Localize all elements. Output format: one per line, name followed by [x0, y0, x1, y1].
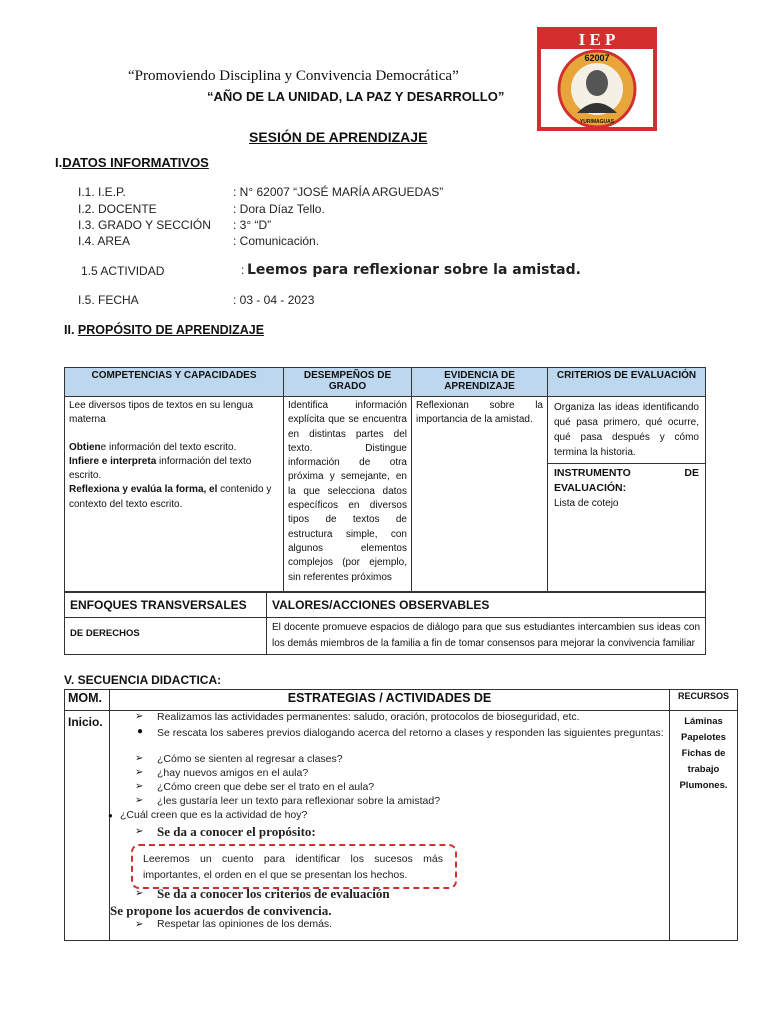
activity-item: Realizamos las actividades permanentes: saludo, oración, protocolos de bioseguridad, etc. — [157, 711, 580, 723]
competencia-text: Lee diversos tipos de textos en su lengua materna — [69, 400, 254, 426]
logo-bottom-text: YURIMAGUAS — [579, 119, 615, 125]
section-2-title: PROPÓSITO DE APRENDIZAJE — [77, 323, 265, 337]
arrow-bullet-icon: ➢ — [135, 753, 144, 764]
question-item: ¿Cómo creen que debe ser el trato en el aula? — [157, 781, 375, 793]
agreement-item: Respetar las opiniones de los demás. — [157, 918, 333, 930]
date-label: I.5. FECHA — [78, 293, 139, 307]
criteria-heading: Se da a conocer los criterios de evaluación — [157, 886, 390, 901]
sequence-header-row — [65, 690, 738, 711]
purpose-text: Leeremos un cuento para identificar los sucesos más importantes, el orden en el que se presentan los hechos. — [143, 853, 443, 881]
arrow-bullet-icon: ➢ — [135, 767, 144, 778]
info-label: I.4. AREA — [78, 234, 131, 248]
section-1-title: DATOS INFORMATIVOS — [62, 155, 209, 170]
question-item: ¿Cuál creen que es la actividad de hoy? — [120, 809, 308, 821]
section-2-num: II. — [64, 323, 75, 337]
logo-number: 62007 — [584, 53, 610, 63]
header-estrategias: ESTRATEGIAS / ACTIVIDADES DE — [110, 690, 670, 711]
page-title: SESIÓN DE APRENDIZAJE — [249, 129, 428, 145]
header-criterios: CRITERIOS DE EVALUACIÓN — [548, 368, 706, 397]
activity-item: Se rescata los saberes previos dialogando acerca del retorno a clases y responden las siguientes preguntas: — [157, 727, 664, 739]
resources-cell — [670, 711, 738, 941]
arrow-bullet-icon: ➢ — [135, 919, 144, 930]
resource-item: Fichas de — [681, 748, 726, 759]
moment-cell: Inicio. — [65, 711, 110, 941]
year-name-text: “AÑO DE LA UNIDAD, LA PAZ Y DESARROLLO” — [207, 89, 505, 104]
section-1-num: I. — [55, 155, 63, 170]
dot-bullet-icon: ● — [137, 726, 144, 737]
arrow-bullet-icon: ➢ — [135, 711, 144, 722]
logo-top-text: I E P — [578, 30, 616, 49]
enfoque-cell: DE DERECHOS — [65, 618, 267, 655]
section-5-heading: V. SECUENCIA DIDACTICA: — [64, 673, 222, 687]
header-evidencia: EVIDENCIA DE APRENDIZAJE — [412, 368, 548, 397]
enfoques-table — [64, 592, 706, 655]
purpose-header-row — [65, 368, 706, 397]
resource-item: Láminas — [684, 716, 723, 727]
criterio-text: Organiza las ideas identificando qué pasa primero, qué ocurre, qué pasa después y cómo termina la historia. — [548, 397, 705, 464]
header-mom: MOM. — [65, 690, 110, 711]
capacidad-1-text: e información del texto escrito. — [100, 441, 237, 453]
purpose-row — [65, 397, 706, 592]
criterios-cell — [548, 397, 706, 592]
instrumento-label: INSTRUMENTO DE EVALUACIÓN: — [554, 467, 699, 494]
school-logo — [533, 25, 661, 133]
info-value: : 3° “D” — [233, 218, 272, 232]
activity-colon: : — [241, 263, 245, 277]
question-item: ¿Cómo se sienten al regresar a clases? — [157, 753, 343, 765]
capacidad-1-bold: Obtien — [69, 441, 101, 453]
section-2-heading — [64, 323, 264, 337]
enfoques-row — [65, 618, 706, 655]
purpose-heading: Se da a conocer el propósito: — [157, 824, 316, 839]
question-item: ¿les gustaría leer un texto para reflexionar sobre la amistad? — [157, 795, 441, 807]
capacidad-3 — [69, 483, 279, 512]
arrow-bullet-icon: ➢ — [135, 781, 144, 792]
resource-item: trabajo — [687, 764, 720, 775]
enfoques-header: ENFOQUES TRANSVERSALES — [65, 593, 267, 618]
arrow-bullet-icon: ➢ — [135, 795, 144, 806]
agreements-heading: Se propone los acuerdos de convivencia. — [110, 903, 332, 918]
capacidad-3-bold: Reflexiona y evalúa la forma, el — [69, 484, 218, 496]
header-recursos: RECURSOS — [670, 690, 738, 711]
info-label: I.3. GRADO Y SECCIÓN — [78, 218, 211, 232]
evidencia-cell: Reflexionan sobre la importancia de la amistad. — [412, 397, 548, 592]
arrow-bullet-icon: ➢ — [135, 826, 144, 837]
dot-bullet-icon: ● — [108, 811, 113, 820]
info-value: : Dora Díaz Tello. — [233, 202, 325, 216]
header-competencias: COMPETENCIAS Y CAPACIDADES — [65, 368, 284, 397]
capacidad-1 — [69, 441, 279, 455]
section-1-heading — [55, 155, 209, 170]
desempeno-cell: Identifica información explícita que se encuentra en distintas partes del texto. Distingue información de otra próxima y semejante, en la que selecciona datos específicos en diversos tipos de textos de estructura simple, con algunos elementos complejos (por ejemplo, sin referentes próximos — [284, 397, 412, 592]
capacidad-3-text: contenido y contexto del texto escrito. — [69, 484, 272, 510]
valor-cell: El docente promueve espacios de diálogo para que sus estudiantes intercambien sus ideas con los demás miembros de la familia a fin de tomar consensos para mejorar la convivencia familiar — [267, 618, 706, 655]
activity-value: Leemos para reflexionar sobre la amistad. — [247, 262, 581, 278]
motto-text: “Promoviendo Disciplina y Convivencia Democrática” — [128, 68, 459, 84]
info-value: : Comunicación. — [233, 234, 320, 248]
competencias-cell — [65, 397, 284, 592]
resource-item: Papelotes — [681, 732, 726, 743]
info-value: : N° 62007 “JOSÉ MARÍA ARGUEDAS” — [233, 185, 444, 199]
enfoques-header-row — [65, 593, 706, 618]
capacidad-2-text: información del texto escrito. — [69, 455, 252, 482]
date-value: : 03 - 04 - 2023 — [233, 293, 315, 307]
resource-item: Plumones. — [679, 780, 728, 791]
instrumento-value: Lista de cotejo — [554, 498, 619, 509]
info-label: I.1. I.E.P. — [78, 185, 126, 199]
capacidad-2-bold: Infiere e interpreta — [69, 455, 157, 467]
purpose-table — [64, 367, 706, 592]
header-desempenos: DESEMPEÑOS DE GRADO — [284, 368, 412, 397]
valores-header: VALORES/ACCIONES OBSERVABLES — [267, 593, 706, 618]
capacidad-2 — [69, 455, 279, 484]
question-item: ¿hay nuevos amigos en el aula? — [157, 767, 309, 779]
arrow-bullet-icon: ➢ — [135, 888, 144, 899]
activity-label: 1.5 ACTIVIDAD — [81, 264, 165, 278]
info-label: I.2. DOCENTE — [78, 202, 157, 216]
